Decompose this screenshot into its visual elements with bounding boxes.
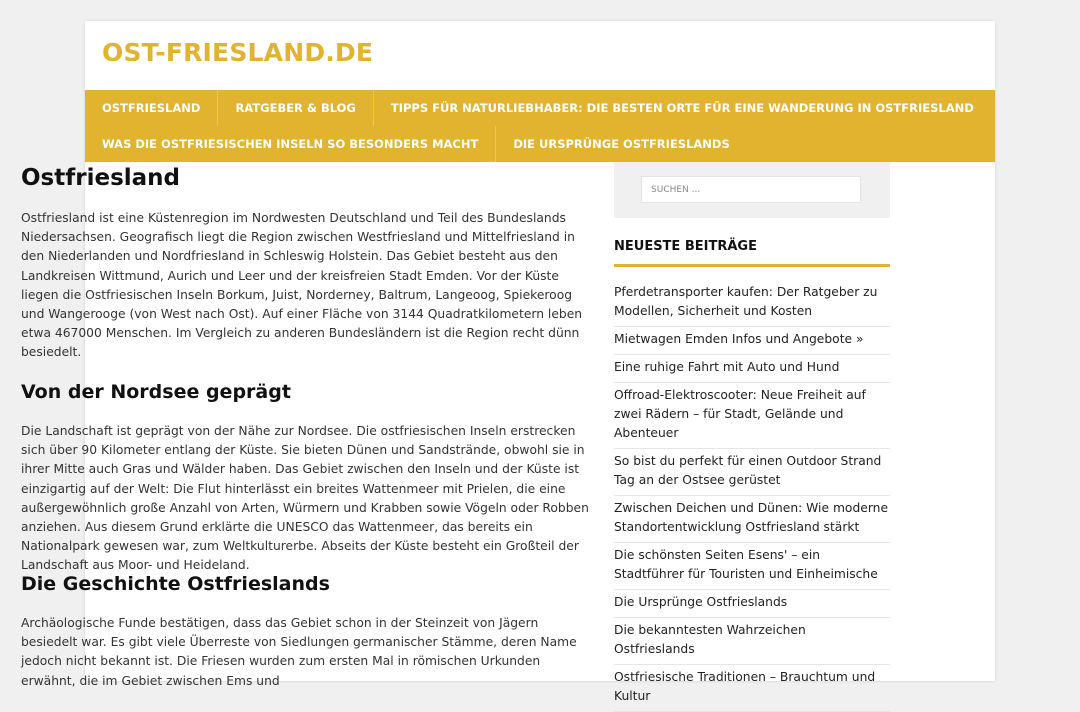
search-widget xyxy=(614,162,890,218)
recent-post-link[interactable]: So bist du perfekt für einen Outdoor Strand Tag an der Ostsee gerüstet xyxy=(614,449,890,496)
recent-post-link[interactable]: Die schönsten Seiten Esens' – ein Stadtführer für Touristen und Einheimische xyxy=(614,543,890,590)
recent-post-link[interactable]: Die Ursprünge Ostfrieslands xyxy=(614,590,890,618)
recent-post-link[interactable]: Offroad-Elektroscooter: Neue Freiheit auf zwei Rädern – für Stadt, Gelände und Abenteuer xyxy=(614,383,890,449)
search-input[interactable] xyxy=(641,176,861,203)
nav-item-urspruenge[interactable]: DIE URSPRÜNGE OSTFRIESLANDS xyxy=(513,137,730,151)
recent-post-link[interactable]: Pferdetransporter kaufen: Der Ratgeber zu Modellen, Sicherheit und Kosten xyxy=(614,280,890,327)
nav-row-1 xyxy=(85,90,995,126)
paragraph-intro: Ostfriesland ist eine Küstenregion im Nordwesten Deutschland und Teil des Bundeslands Niedersachsen. Geografisch liegt die Region zwischen Westfriesland und Mittelfriesland in den Niederlanden und Nordfriesland in Schleswig Holstein. Das Gebiet besteht aus den Landkreisen Wittmund, Aurich und Leer und der kreisfreien Stadt Emden. Vor der Küste liegen die Ostfriesischen Inseln Borkum, Juist, Norderney, Baltrum, Langeoog, Spiekeroog und Wangerooge (von West nach Ost). Auf einer Fläche von 3144 Quadratkilometern leben etwa 467000 Menschen. Im Vergleich zu anderen Bundesländern ist die Region recht dünn besiedelt. xyxy=(21,211,583,360)
nav-item-ostfriesische-inseln[interactable]: WAS DIE OSTFRIESISCHEN INSELN SO BESONDERS MACHT xyxy=(85,126,496,162)
site-header xyxy=(85,21,995,90)
page-title: Ostfriesland xyxy=(21,165,181,191)
recent-post-link[interactable]: Ostfriesische Traditionen – Brauchtum und Kultur xyxy=(614,665,890,712)
recent-post-link[interactable]: Die bekanntesten Wahrzeichen Ostfrieslands xyxy=(614,618,890,665)
recent-post-link[interactable]: Mietwagen Emden Infos und Angebote » xyxy=(614,327,890,355)
heading-geschichte: Die Geschichte Ostfrieslands xyxy=(21,573,330,595)
paragraph-landschaft: Die Landschaft ist geprägt von der Nähe zur Nordsee. Die ostfriesischen Inseln erstrecken sich über 90 Kilometer entlang der Küste. Sie bieten Dünen und Sandstrände, obwohl sie in ihrer Mitte auch Gras und Wälder haben. Das Gebiet zwischen den Inseln und der Küste ist einzigartig auf der Welt: Die Flut hinterlässt ein breites Wattenmeer mit Prielen, die eine außergewöhnlich große Anzahl von Arten, Würmern und Krabben sowie Vögeln oder Robben anziehen. Aus diesem Grund erklärte die UNESCO das Wattenmeer, das bereits ein Nationalpark gewesen war, zum Weltkulturerbe. Abseits der Küste besteht ein Großteil der Landschaft aus Moor- und Heideland. xyxy=(21,424,589,573)
recent-posts-list xyxy=(614,280,890,712)
nav-row-2 xyxy=(85,126,995,162)
recent-post-link[interactable]: Eine ruhige Fahrt mit Auto und Hund xyxy=(614,355,890,383)
heading-nordsee: Von der Nordsee geprägt xyxy=(21,381,291,403)
recent-post-link[interactable]: Zwischen Deichen und Dünen: Wie moderne Standortentwicklung Ostfriesland stärkt xyxy=(614,496,890,543)
sidebar xyxy=(614,162,890,703)
main-navigation xyxy=(85,90,995,162)
paragraph-geschichte: Archäologische Funde bestätigen, dass das Gebiet schon in der Steinzeit von Jägern besiedelt war. Es gibt viele Überreste von Siedlungen germanischer Stämme, deren Name jedoch nicht bekannt ist. Die Friesen wurden zum ersten Mal in römischen Urkunden erwähnt, die im Gebiet zwischen Ems und xyxy=(21,616,577,688)
nav-item-ostfriesland[interactable]: OSTFRIESLAND xyxy=(85,90,218,126)
nav-item-ratgeber-blog[interactable]: RATGEBER & BLOG xyxy=(218,90,373,126)
nav-item-tipps-naturliebhaber[interactable]: TIPPS FÜR NATURLIEBHABER: DIE BESTEN ORTE FÜR EINE WANDERUNG IN OSTFRIESLAND xyxy=(390,101,974,115)
site-title-link[interactable]: OST-FRIESLAND.DE xyxy=(102,38,374,67)
recent-posts-title: NEUESTE BEITRÄGE xyxy=(614,239,890,267)
